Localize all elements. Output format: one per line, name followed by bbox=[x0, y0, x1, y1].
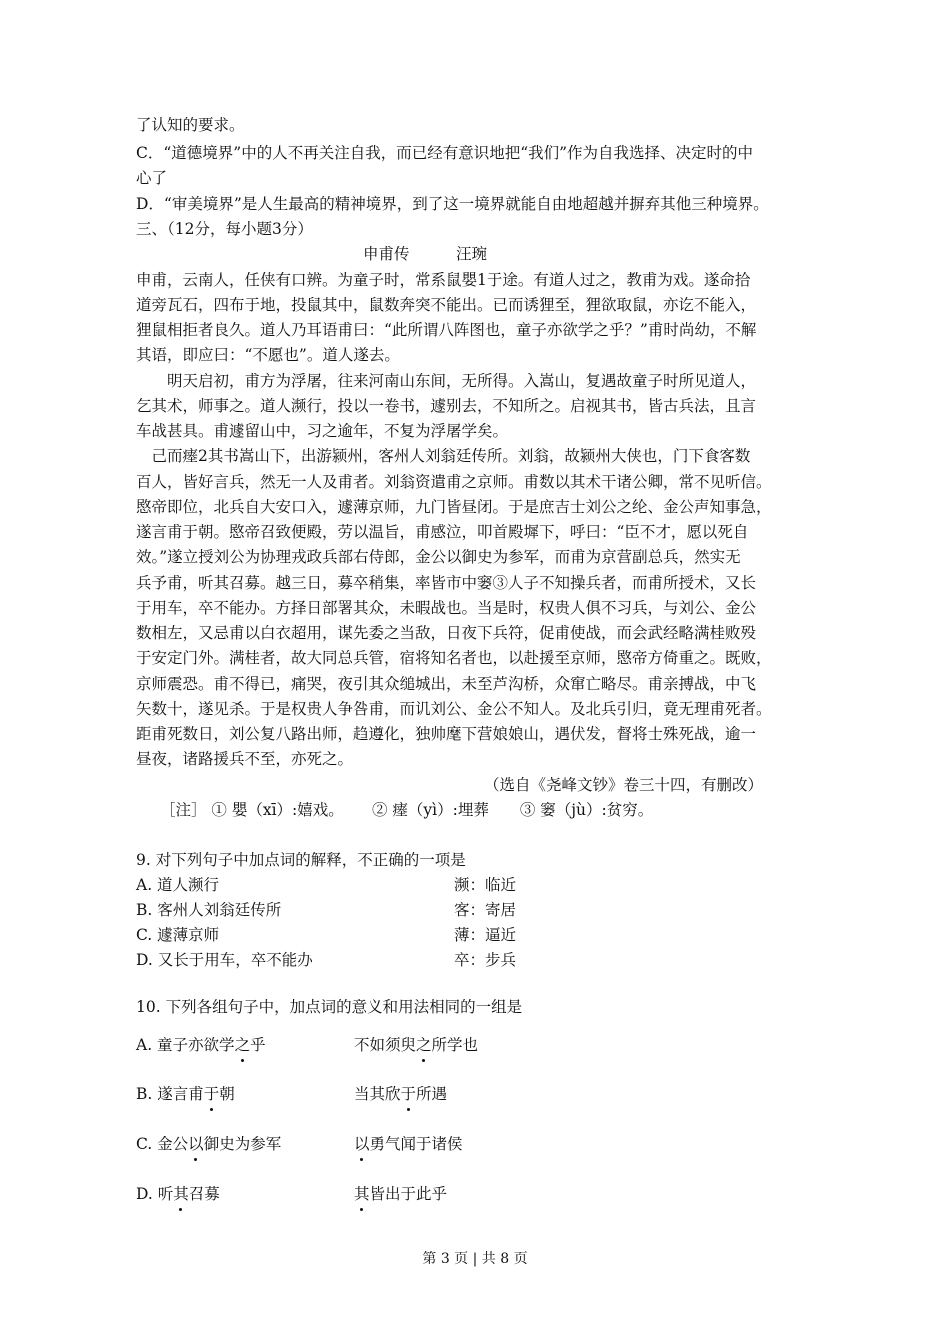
passage-line: 于用车，卒不能办。方择日部署其众，未暇战也。当是时，权贵人俱不习兵，与刘公、金公 bbox=[136, 599, 757, 617]
q9-option-gloss: 濒：临近 bbox=[454, 876, 517, 894]
dotted-char: 于 bbox=[401, 1082, 417, 1106]
text-segment: 御史为参军 bbox=[203, 1135, 282, 1153]
passage-line: 效。”遂立授刘公为协理戎政兵部右侍郎，金公以御史为参军，而甫为京营副总兵，然实无 bbox=[136, 548, 741, 566]
page-footer: 第 3 页 | 共 8 页 bbox=[422, 1251, 528, 1267]
dotted-char: 于 bbox=[204, 1082, 220, 1106]
q10-left-sentence bbox=[136, 1182, 220, 1206]
text-segment: C. 金公 bbox=[136, 1135, 189, 1153]
passage-line: 车战甚具。甫遽留山中，习之逾年，不复为浮屠学矣。 bbox=[136, 422, 509, 440]
passage-line: 昼夜，诸路援兵不至，亦死之。 bbox=[136, 750, 354, 768]
text-segment: 召募 bbox=[188, 1185, 220, 1203]
text-segment: B. 遂言甫 bbox=[136, 1085, 204, 1103]
option-d: D．“审美境界”是人生最高的精神境界，到了这一境界就能自由地超越并摒弃其他三种境界。 bbox=[136, 195, 769, 213]
passage-line: 道旁瓦石，四布于地，投鼠其中，鼠数奔突不能出。已而诱狸至，狸欲取鼠，亦讫不能入， bbox=[136, 296, 757, 314]
text-segment: 勇气闻于诸侯 bbox=[369, 1135, 463, 1153]
passage-source: （选自《尧峰文钞》卷三十四，有删改） bbox=[484, 776, 764, 794]
q10-left-sentence bbox=[136, 1132, 281, 1156]
passage-line: 遂言甫于朝。愍帝召致便殿，劳以温旨，甫感泣，叩首殿墀下，呼曰：“臣不才，愿以死自 bbox=[136, 523, 749, 541]
passage-title: 申甫传 汪琬 bbox=[363, 245, 488, 263]
text-segment: 当其欣 bbox=[354, 1085, 401, 1103]
passage-notes: ［注］ ① 嬰（xī）:嬉戏。 ② 瘗（yì）:埋葬 ③ 窭（jù）:贫穷。 bbox=[160, 801, 654, 819]
dotted-char: 之 bbox=[235, 1033, 251, 1057]
q10-right-sentence bbox=[354, 1082, 447, 1106]
passage-line: 京师震恐。甫不得已，痛哭，夜引其众缒城出，未至芦沟桥，众窜亡略尽。甫亲搏战，中飞 bbox=[136, 675, 757, 693]
passage-line: 申甫，云南人，任侠有口辨。为童子时，常系鼠嬰1于途。有道人过之，教甫为戏。遂命拾 bbox=[136, 271, 751, 289]
passage-line: 愍帝即位，北兵自大安口入，遽薄京师，九门皆昼闭。于是庶吉士刘公之纶、金公声知事急， bbox=[136, 498, 772, 516]
option-c: C．“道德境界”中的人不再关注自我，而已经有意识地把“我们”作为自我选择、决定时的中 bbox=[136, 144, 754, 162]
q9-option-gloss: 卒：步兵 bbox=[454, 951, 517, 969]
text-segment: 朝 bbox=[219, 1085, 235, 1103]
passage-line: 于安定门外。满桂者，故大同总兵管，宿将知名者也，以赴援至京师，愍帝方倚重之。既败， bbox=[136, 649, 772, 667]
dotted-char: 以 bbox=[188, 1132, 204, 1156]
text-line: 了认知的要求。 bbox=[136, 116, 245, 134]
q9-option-text: D. 又长于用车，卒不能办 bbox=[136, 951, 313, 969]
q9-option-text: B. 客州人刘翁廷传所 bbox=[136, 901, 282, 919]
passage-line: 乞其术，师事之。道人濒行，投以一卷书，遽别去，不知所之。启视其书，皆古兵法，且言 bbox=[136, 397, 757, 415]
text-segment: 乎 bbox=[250, 1036, 266, 1054]
q10-right-sentence bbox=[354, 1132, 463, 1156]
passage-line: 己而瘗2其书嵩山下，出游颍州，客州人刘翁廷传所。刘翁，故颍州大侠也，门下食客数 bbox=[136, 447, 751, 465]
q9-stem: 9. 对下列句子中加点词的解释，不正确的一项是 bbox=[136, 851, 466, 869]
passage-line: 兵予甫，听其召募。越三日，募卒稍集，率皆市中窭③人子不知操兵者，而甫所授术，又长 bbox=[136, 574, 757, 592]
q9-option-gloss: 薄：逼近 bbox=[454, 926, 517, 944]
dotted-char: 其 bbox=[173, 1182, 189, 1206]
passage-line: 其语，即应曰：“不愿也”。道人遂去。 bbox=[136, 346, 400, 364]
q9-option-gloss: 客：寄居 bbox=[454, 901, 517, 919]
q10-stem: 10. 下列各组句子中，加点词的意义和用法相同的一组是 bbox=[136, 998, 523, 1016]
passage-line: 距甫死数日，刘公复八路出师，趋遵化，独帅麾下营娘娘山，遇伏发，督将士殊死战，逾一 bbox=[136, 725, 757, 743]
text-segment: D. 听 bbox=[136, 1185, 174, 1203]
passage-line: 百人，皆好言兵，然无一人及甫者。刘翁资遣甫之京师。甫数以其术干诸公卿，常不见听信。 bbox=[136, 473, 772, 491]
passage-line: 数相左，又忌甫以白衣超用，谋先委之当敌，日夜下兵符，促甫使战，而会武经略满桂败殁 bbox=[136, 624, 757, 642]
section-heading: 三、（12分，每小题3分） bbox=[136, 220, 313, 238]
text-line: 心了 bbox=[136, 169, 168, 187]
q10-right-sentence bbox=[354, 1182, 447, 1206]
dotted-char: 以 bbox=[354, 1132, 370, 1156]
text-segment: 所学也 bbox=[431, 1036, 479, 1054]
q9-option-text: A. 道人濒行 bbox=[136, 876, 220, 894]
passage-line: 矢数十，遂见杀。于是权贵人争咎甫，而讥刘公、金公不知人。及北兵引归，竟无理甫死者。 bbox=[136, 700, 772, 718]
dotted-char: 之 bbox=[416, 1033, 432, 1057]
q10-left-sentence bbox=[136, 1082, 235, 1106]
dotted-char: 其 bbox=[354, 1182, 370, 1206]
q10-left-sentence bbox=[136, 1033, 266, 1057]
text-segment: A. 童子亦欲学 bbox=[136, 1036, 235, 1054]
q10-right-sentence bbox=[354, 1033, 478, 1057]
text-segment: 皆出于此乎 bbox=[369, 1185, 448, 1203]
text-segment: 不如须臾 bbox=[354, 1036, 417, 1054]
q9-option-text: C. 遽薄京师 bbox=[136, 926, 220, 944]
passage-line: 明天启初，甫方为浮屠，往来河南山东间，无所得。入嵩山，复遇故童子时所见道人， bbox=[136, 372, 757, 390]
text-segment: 所遇 bbox=[416, 1085, 448, 1103]
passage-line: 狸鼠相拒者良久。道人乃耳语甫曰：“此所谓八阵图也，童子亦欲学之乎？”甫时尚幼，不解 bbox=[136, 321, 757, 339]
